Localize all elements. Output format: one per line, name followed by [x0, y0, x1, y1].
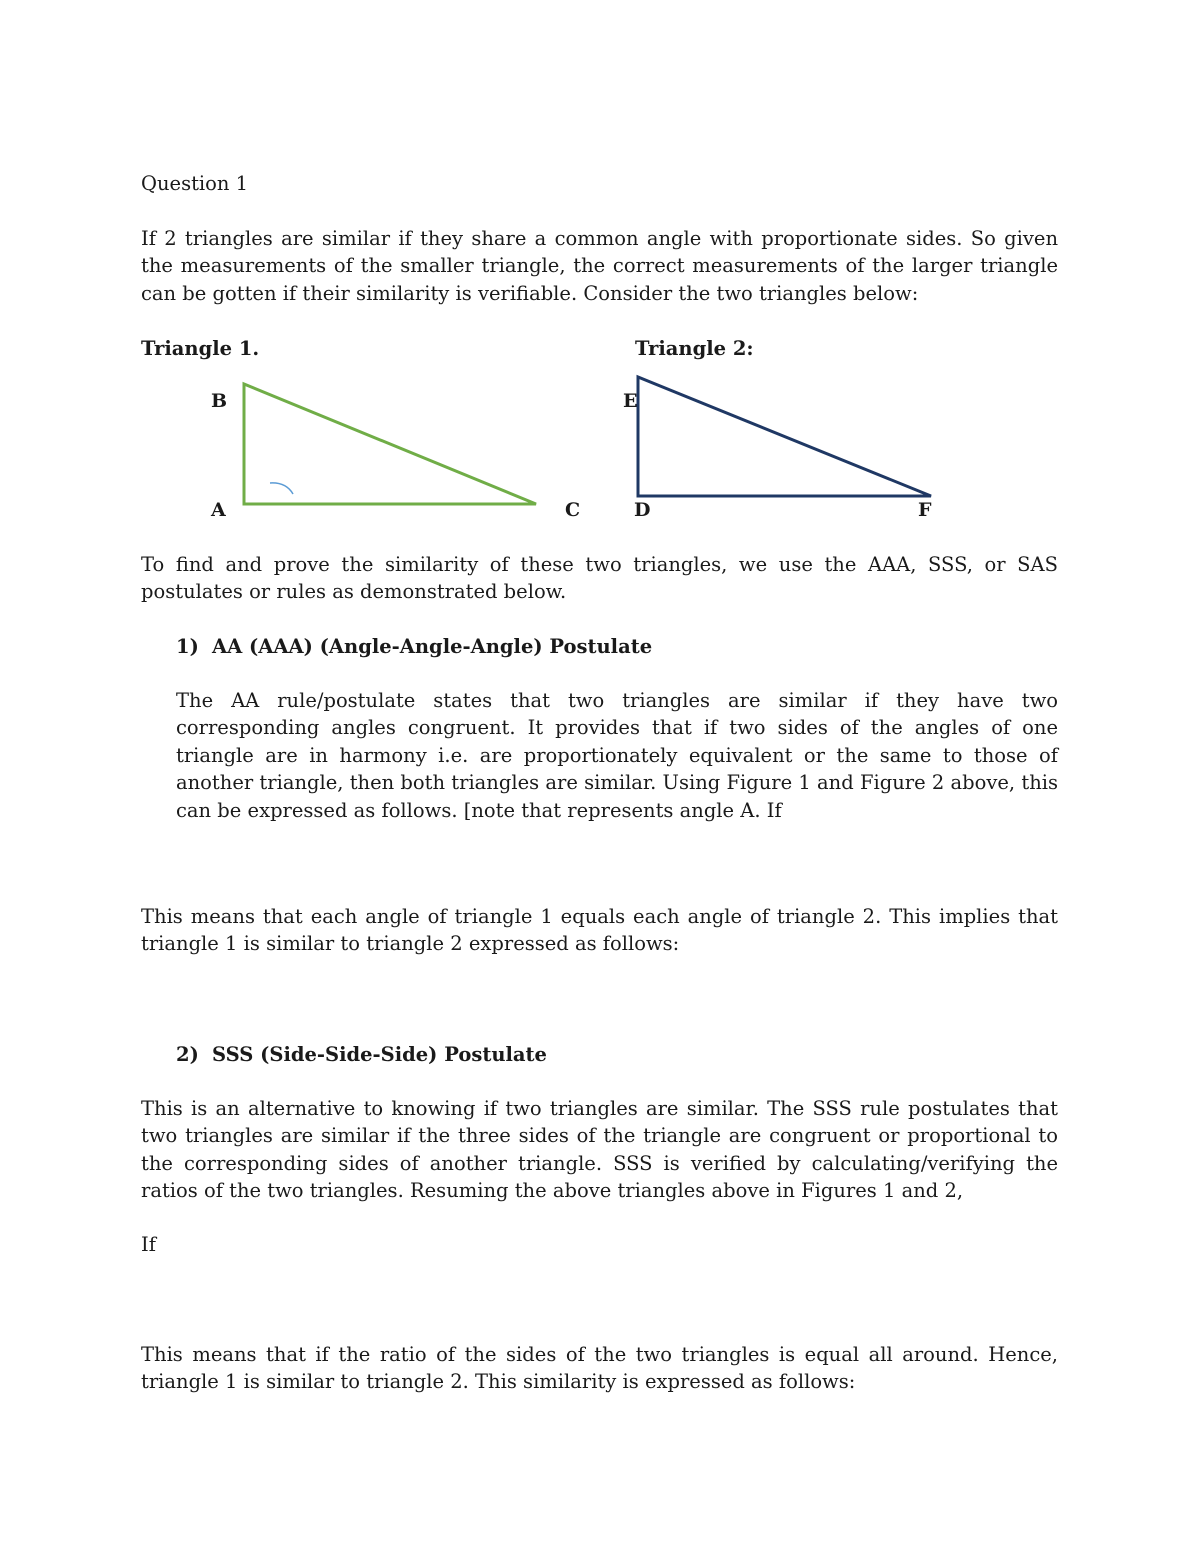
vertex-a-label: A	[211, 499, 226, 521]
section1-body: The AA rule/postulate states that two triangles are similar if they have two corresponding angles congruent. It provides that if two sides of the angles of one triangle are in harmony i.e. are proportionately equivalent or the same to those of another triangle, then both triangles are similar. Using Figure 1 and Figure 2 above, this can be expressed as follows. [note that represents angle A. If	[176, 689, 1058, 822]
intro-paragraph: If 2 triangles are similar if they share a common angle with proportionate sides. So given the measurements of the smaller triangle, the correct measurements of the larger triangle can be gotten if their similarity is verifiable. Consider the two triangles below:	[141, 227, 1058, 305]
vertex-f-label: F	[918, 499, 932, 521]
section2-number: 2)	[176, 1043, 199, 1066]
triangle2-title: Triangle 2:	[635, 337, 754, 360]
triangle1-title: Triangle 1.	[141, 337, 260, 360]
section1-conclusion: This means that each angle of triangle 1 equals each angle of triangle 2. This implies that triangle 1 is similar to triangle 2 expressed as follows:	[141, 905, 1058, 956]
after-figures-paragraph: To find and prove the similarity of these two triangles, we use the AAA, SSS, or SAS postulates or rules as demonstrated below.	[141, 553, 1058, 604]
angle-a-mark	[270, 483, 293, 494]
vertex-c-label: C	[565, 499, 581, 521]
triangle1-shape	[244, 384, 536, 504]
question-title: Question 1	[141, 172, 249, 195]
section1-number: 1)	[176, 635, 199, 658]
section2-conclusion: This means that if the ratio of the sides of the two triangles is equal all around. Hence, triangle 1 is similar to triangle 2. This similarity is expressed as follows:	[141, 1343, 1058, 1394]
section2-if: If	[141, 1233, 156, 1256]
vertex-b-label: B	[211, 390, 228, 412]
triangle2-shape	[638, 377, 931, 496]
section2-heading: SSS (Side-Side-Side) Postulate	[212, 1043, 547, 1066]
section2-body: This is an alternative to knowing if two triangles are similar. The SSS rule postulates that two triangles are similar if the three sides of the triangle are congruent or proportional to the corresponding sides of another triangle. SSS is verified by calculating/verifying the ratios of the two triangles. Resuming the above triangles above in Figures 1 and 2,	[141, 1097, 1058, 1203]
vertex-e-label: E	[623, 390, 638, 412]
vertex-d-label: D	[634, 499, 651, 521]
section1-heading: AA (AAA) (Angle-Angle-Angle) Postulate	[212, 635, 653, 658]
